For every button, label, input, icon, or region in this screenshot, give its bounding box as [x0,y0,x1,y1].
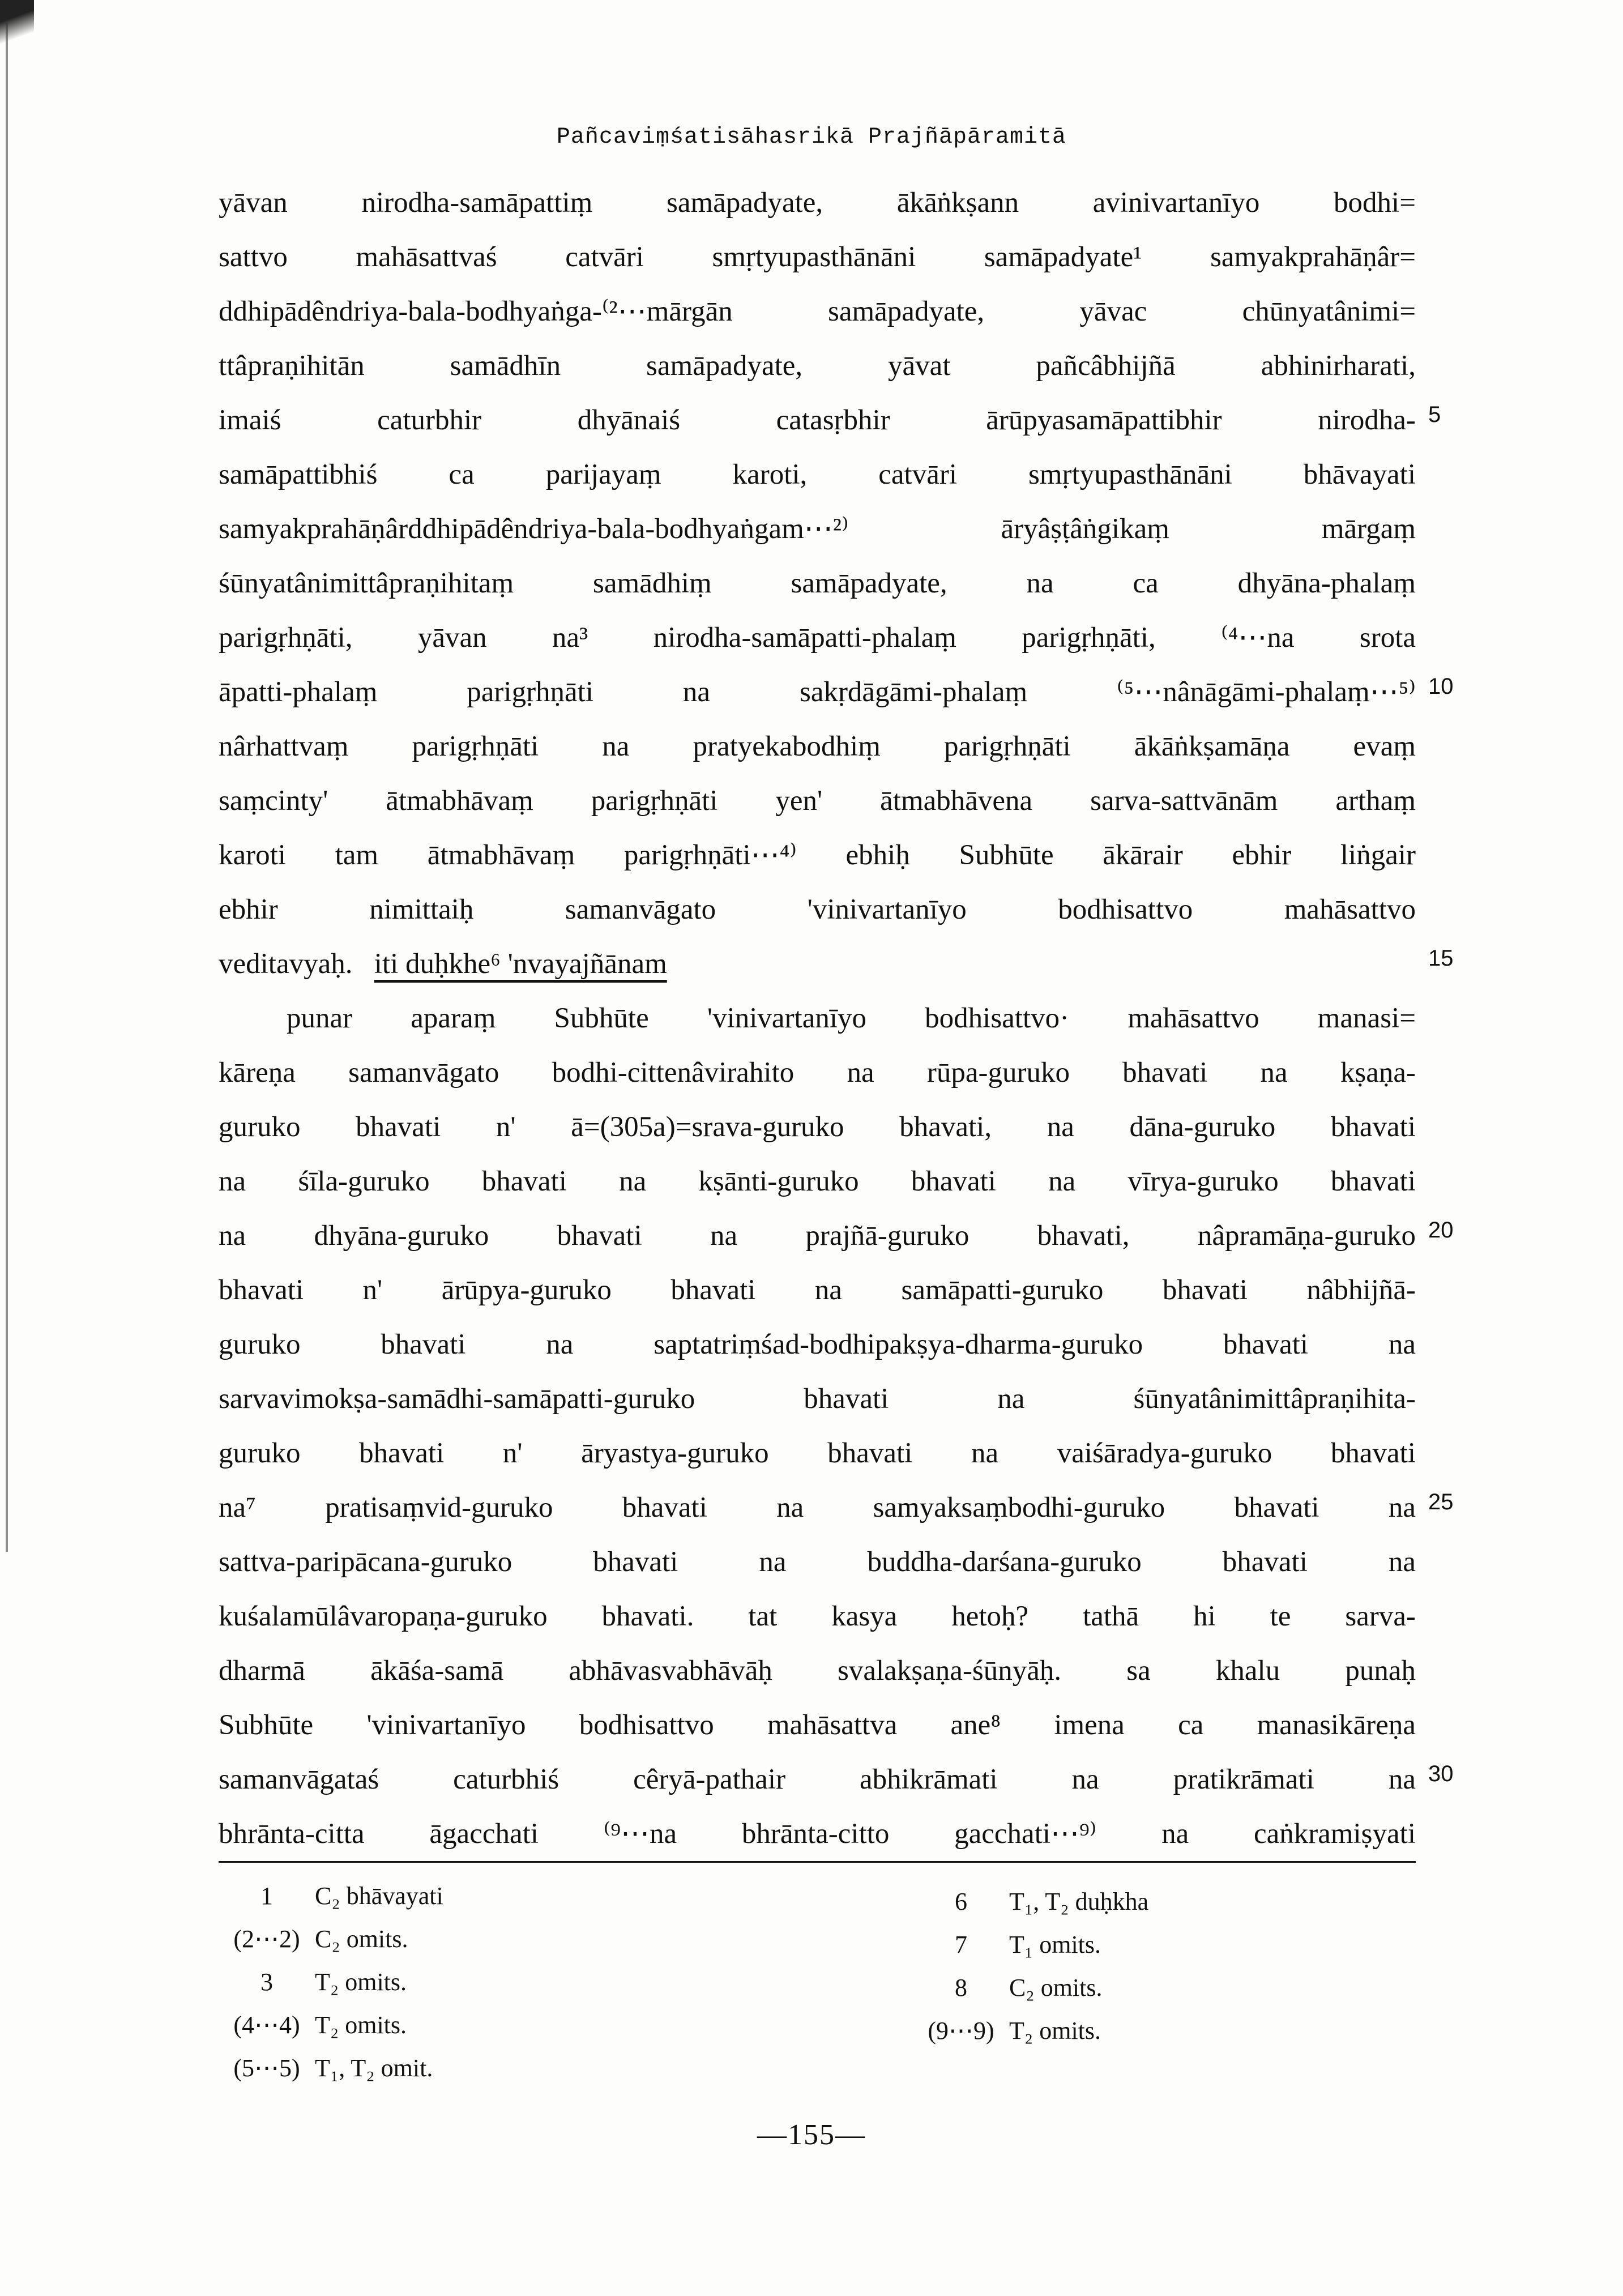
scan-corner-mark [0,0,34,51]
page-number: —155— [757,2119,866,2151]
text-line: āpatti-phalaṃ parigṛhṇāti na sakṛdāgāmi-phalaṃ ⁽⁵⋯nânāgāmi-phalaṃ⋯⁵⁾ [219,676,1416,708]
footnote-text: T₁, T₂ duḥkha [1009,1888,1149,1915]
footnote [913,2009,1423,2052]
scan-edge-line [6,23,8,1552]
footnote [219,1918,785,1961]
footnote [219,1875,785,1918]
text-line: na dhyāna-guruko bhavati na prajñā-guruko bhavati, nâpramāṇa-guruko [219,1220,1416,1252]
text-line: ttâpraṇihitān samādhīn samāpadyate, yāvat pañcâbhijñā abhinirharati, [219,350,1416,382]
text-line: dharmā ākāśa-samā abhāvasvabhāvāḥ svalakṣaṇa-śūnyāḥ. sa khalu punaḥ [219,1655,1416,1687]
text-line: na⁷ pratisaṃvid-guruko bhavati na samyaksaṃbodhi-guruko bhavati na [219,1492,1416,1523]
text-line: samyakprahāṇârddhipādêndriya-bala-bodhyaṅgam⋯²⁾ āryâṣṭâṅgikaṃ mārgaṃ [219,513,1416,545]
footnote-text: T₁ omits. [1009,1931,1101,1958]
line-number: 20 [1428,1218,1454,1243]
text-line: punar aparaṃ Subhūte 'vinivartanīyo bodhisattvo· mahāsattvo manasi= [287,1002,1416,1034]
text-line: samāpattibhiś ca parijayaṃ karoti, catvāri smṛtyupasthānāni bhāvayati [219,459,1416,490]
line-number: 25 [1428,1490,1454,1514]
text-line: Subhūte 'vinivartanīyo bodhisattvo mahāsattva ane⁸ imena ca manasikāreṇa [219,1709,1416,1741]
footnote [219,1961,785,2004]
footnote-mark: 1 [260,1882,273,1910]
text-line: imaiś caturbhir dhyānaiś catasṛbhir ārūpyasamāpattibhir nirodha- [219,404,1416,436]
footnote-mark: (4⋯4) [233,2011,300,2039]
main-text [219,176,1416,1863]
footnote-mark: 3 [260,1968,273,1996]
footnote-mark: 7 [955,1931,967,1958]
footnote-mark: (5⋯5) [233,2054,300,2082]
text-line: parigṛhṇāti, yāvan na³ nirodha-samāpatti-phalaṃ parigṛhṇāti, ⁽⁴⋯na srota [219,622,1416,654]
text-line: yāvan nirodha-samāpattiṃ samāpadyate, ākāṅkṣann avinivartanīyo bodhi= [219,187,1416,219]
footnote-mark: 8 [955,1974,967,2001]
footnote-text: T₂ omits. [315,2011,407,2039]
footnotes-right [913,1880,1423,2052]
underlined-phrase: iti duḥkhe⁶ 'nvayajñānam [374,948,667,980]
footnote-mark: 6 [955,1888,967,1915]
text-line [219,937,1416,991]
text-line: nârhattvaṃ parigṛhṇāti na pratyekabodhiṃ parigṛhṇāti ākāṅkṣamāṇa evaṃ [219,731,1416,762]
text-line: karoti tam ātmabhāvaṃ parigṛhṇāti⋯⁴⁾ ebhiḥ Subhūte ākārair ebhir liṅgair [219,839,1416,871]
text-line: ddhipādêndriya-bala-bodhyaṅga-⁽²⋯mārgān samāpadyate, yāvac chūnyatânimi= [219,296,1416,327]
text-line: guruko bhavati na saptatriṃśad-bodhipakṣya-dharma-guruko bhavati na [219,1329,1416,1360]
footnote-text: T₁, T₂ omit. [315,2054,433,2082]
text-line: sarvavimokṣa-samādhi-samāpatti-guruko bhavati na śūnyatânimittâpraṇihita- [219,1383,1416,1415]
text-line: sattva-paripācana-guruko bhavati na buddha-darśana-guruko bhavati na [219,1546,1416,1578]
text-line: saṃcinty' ātmabhāvaṃ parigṛhṇāti yen' ātmabhāvena sarva-sattvānām arthaṃ [219,785,1416,817]
text-line: na śīla-guruko bhavati na kṣānti-guruko bhavati na vīrya-guruko bhavati [219,1166,1416,1197]
footnote-text: C₂ omits. [315,1925,408,1953]
footnote [913,1880,1423,1923]
footnote-text: T₂ omits. [315,1968,407,1996]
line-number: 5 [1428,402,1441,427]
line-number: 15 [1428,946,1454,971]
footnote [219,2004,785,2047]
line-number: 30 [1428,1761,1454,1786]
text-line: guruko bhavati n' āryastya-guruko bhavati na vaiśāradya-guruko bhavati [219,1437,1416,1469]
text-line: sattvo mahāsattvaś catvāri smṛtyupasthānāni samāpadyate¹ samyakprahāṇâr= [219,241,1416,273]
text-line: samanvāgataś caturbhiś cêryā-pathair abhikrāmati na pratikrāmati na [219,1764,1416,1795]
footnote [219,2047,785,2090]
footnote-mark: (2⋯2) [233,1925,300,1953]
running-header: Pañcaviṃśatisāhasrikā Prajñāpāramitā [556,125,1067,150]
text-line: kuśalamūlâvaropaṇa-guruko bhavati. tat kasya hetoḥ? tathā hi te sarva- [219,1601,1416,1632]
text-line: śūnyatânimittâpraṇihitaṃ samādhiṃ samāpadyate, na ca dhyāna-phalaṃ [219,567,1416,599]
footnotes-left [219,1875,785,2090]
footnote-mark: (9⋯9) [928,2017,994,2045]
text-line: bhavati n' ārūpya-guruko bhavati na samāpatti-guruko bhavati nâbhijñā- [219,1274,1416,1306]
text-line: bhrānta-citta āgacchati ⁽⁹⋯na bhrānta-citto gacchati⋯⁹⁾ na caṅkramiṣyati [219,1807,1416,1863]
footnote [913,1923,1423,1966]
footnote-text: T₂ omits. [1009,2017,1101,2045]
text-line: ebhir nimittaiḥ samanvāgato 'vinivartanīyo bodhisattvo mahāsattvo [219,894,1416,925]
footnote-text: C₂ omits. [1009,1974,1103,2001]
text-line: guruko bhavati n' ā=(305a)=srava-guruko bhavati, na dāna-guruko bhavati [219,1111,1416,1143]
text-line: kāreṇa samanvāgato bodhi-cittenâvirahito na rūpa-guruko bhavati na kṣaṇa- [219,1057,1416,1089]
line-number: 10 [1428,674,1454,699]
footnote [913,1966,1423,2009]
text-line-lead: veditavyaḥ. [219,948,353,980]
footnote-text: C₂ bhāvayati [315,1882,443,1910]
